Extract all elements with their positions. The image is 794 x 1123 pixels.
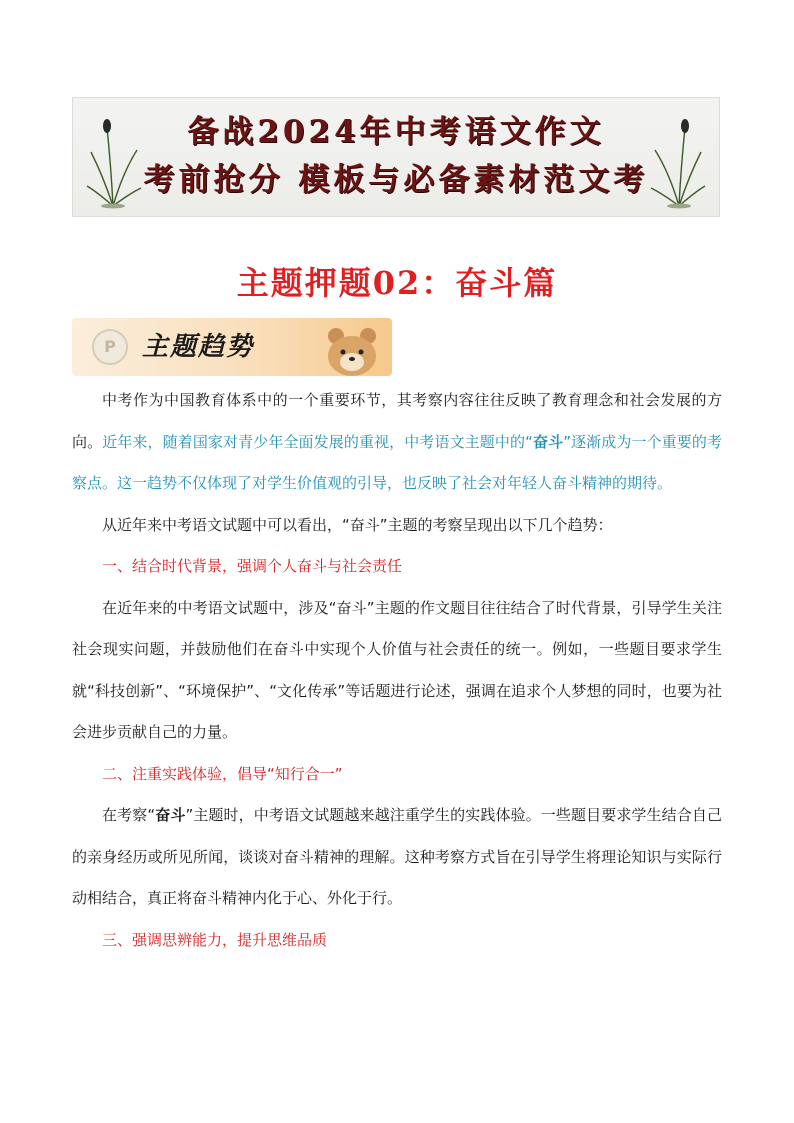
heading-1: 一、结合时代背景，强调个人奋斗与社会责任 [102,557,403,575]
keyword-fendou: 奋斗 [532,432,564,451]
orchid-decoration-icon [649,106,709,210]
section-label: 主题趋势 [142,332,255,362]
article-body [72,380,722,961]
highlight-part: ”逐渐成为一个重要的考察点。这一趋势不仅体现了对学生价值观的引导，也反映了社会对年轻人奋斗精神的期待。 [72,432,722,492]
paragraph-4-part: 在考察“ [102,806,156,824]
paragraph-2: 从近年来中考语文试题中可以看出，“奋斗”主题的考察呈现出以下几个趋势： [102,515,613,534]
section-banner [72,318,392,376]
paragraph-3: 在近年来的中考语文试题中，涉及“奋斗”主题的作文题目往往结合了时代背景，引导学生关注社会现实问题，并鼓励他们在奋斗中实现个人价值与社会责任的统一。例如，一些题目要求学生就“科技创新”、“环境保护”、“文化传承”等话题进行论述，强调在追求个人梦想的同时，也要为社会进步贡献自己的力量。 [72,598,722,741]
paragraph-1 [72,380,722,505]
bear-mascot-icon [322,322,382,376]
paragraph-4 [72,795,722,920]
header-line-1: 备战2024年中考语文作文 [187,114,605,150]
highlighted-text [72,433,722,493]
heading-2: 二、注重实践体验，倡导“知行合一” [102,764,343,783]
header-line-2: 考前抢分 模板与必备素材范文考 [143,162,649,198]
paragraph-4-part: ”主题时，中考语文试题越来越注重学生的实践体验。一些题目要求学生结合自己的亲身经历或所见所闻，谈谈对奋斗精神的理解。这种考察方式旨在引导学生将理论知识与实际行动相结合，真正将奋斗精神内化于心、外化于行。 [72,806,722,907]
page-title: 主题押题02：奋斗篇 [236,264,558,302]
paragraph-1-text: 中考作为中国教育体系中的一个重要环节，其考察内容往往反映了教育理念和社会发展的方向。 [72,391,722,451]
p-badge-icon [92,329,128,365]
highlight-part: 近年来，随着国家对青少年全面发展的重视，中考语文主题中的“ [102,432,533,451]
keyword-fendou: 奋斗 [155,806,186,824]
heading-3: 三、强调思辨能力，提升思维品质 [102,930,328,949]
header-banner [72,97,720,217]
